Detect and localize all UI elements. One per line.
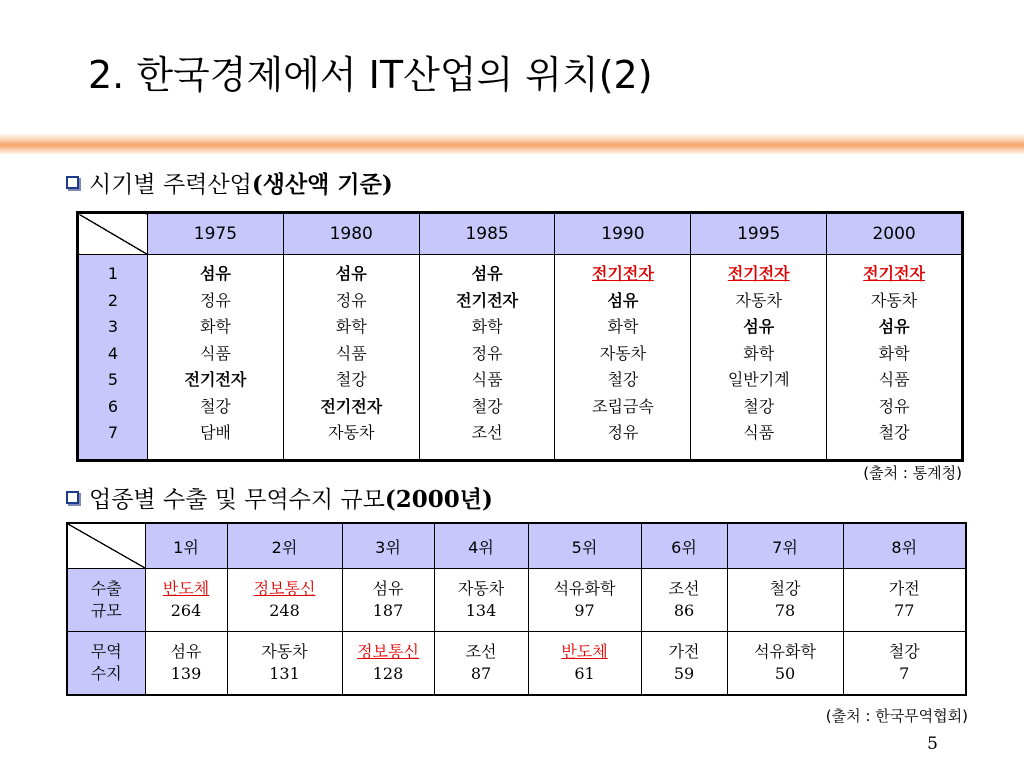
- industry-name: 조선: [471, 423, 503, 442]
- main-industries-table: [76, 211, 964, 462]
- industry-name: 화학: [471, 317, 503, 336]
- industry-name: 자동차: [457, 579, 505, 598]
- industry-name: 담배: [199, 423, 231, 442]
- industry-name: 자동차: [261, 642, 308, 661]
- industry-name: 자동차: [735, 290, 782, 310]
- rank-header-cell: 4위: [434, 523, 528, 569]
- industry-name: 섬유: [170, 642, 202, 661]
- industry-name: 철강: [769, 579, 801, 598]
- amount-value: 59: [673, 664, 695, 683]
- year-header-cell: 2000: [827, 213, 963, 255]
- industry-name: 정유: [199, 290, 231, 310]
- industry-column-1985: [419, 255, 555, 461]
- industry-name: 전기전자: [456, 290, 518, 310]
- trade-cell: [434, 632, 528, 696]
- industry-name: 화학: [199, 317, 231, 336]
- year-header-row: [78, 213, 963, 255]
- industry-name: 반도체: [162, 579, 210, 598]
- rank-header-cell: 3위: [342, 523, 434, 569]
- rank-header-cell: 5위: [528, 523, 641, 569]
- export-cell: [641, 569, 727, 632]
- industry-name: 화학: [878, 343, 910, 363]
- industry-name: 화학: [335, 317, 367, 336]
- rank-header-cell: 2위: [227, 523, 342, 569]
- export-cell: [342, 569, 434, 632]
- trade-cell: [145, 632, 227, 696]
- rank-header-row: [67, 523, 966, 569]
- export-cell: [727, 569, 843, 632]
- industry-column-1990: [555, 255, 691, 461]
- industry-name: 조립금속: [591, 396, 654, 416]
- export-cell: [227, 569, 342, 632]
- industry-column-1995: [691, 255, 827, 461]
- section2-heading: [66, 481, 493, 514]
- rank-number: 5: [107, 370, 119, 389]
- export-scale-row: [67, 569, 966, 632]
- ranking-row: [78, 255, 963, 461]
- amount-value: 131: [269, 664, 300, 683]
- page-number: 5: [927, 734, 938, 754]
- amount-value: 78: [774, 601, 796, 620]
- industry-name: 철강: [878, 423, 910, 442]
- industry-name: 식품: [878, 370, 910, 389]
- trade-cell: [843, 632, 966, 696]
- industry-name: 식품: [335, 343, 367, 363]
- source-note-1: (출처 : 통계청): [863, 464, 962, 482]
- trade-cell: [727, 632, 843, 696]
- section1-heading: [66, 166, 393, 199]
- trade-row-label: [67, 632, 145, 696]
- rank-number: 7: [107, 423, 119, 442]
- year-header-cell: 1975: [148, 213, 284, 255]
- section1-heading-paren: (생산액 기준): [251, 171, 393, 198]
- industry-name: 조선: [465, 642, 497, 661]
- trade-cell: [227, 632, 342, 696]
- rank-number: 1: [107, 264, 119, 283]
- rank-number: 4: [107, 343, 119, 363]
- export-trade-table: [66, 522, 967, 696]
- industry-name: 철강: [888, 642, 920, 661]
- rank-column: [78, 255, 148, 461]
- rank-number: 6: [107, 396, 119, 416]
- rank-header-cell: 1위: [145, 523, 227, 569]
- amount-value: 134: [465, 601, 497, 620]
- amount-value: 248: [269, 601, 300, 620]
- table-corner-cell: [67, 523, 145, 569]
- square-bullet-icon: [66, 491, 79, 504]
- trade-cell: [528, 632, 641, 696]
- export-row-label: [67, 569, 145, 632]
- table-corner-cell: [78, 213, 148, 255]
- industry-name: 정유: [335, 290, 367, 310]
- industry-name: 가전: [888, 579, 920, 598]
- rank-number: 2: [107, 290, 119, 310]
- industry-name: 전기전자: [320, 396, 383, 416]
- industry-column-1980: [283, 255, 419, 461]
- industry-name: 석유화학: [754, 642, 816, 661]
- industry-name: 화학: [607, 317, 639, 336]
- industry-name: 정유: [471, 343, 503, 363]
- year-header-cell: 1990: [555, 213, 691, 255]
- export-cell: [145, 569, 227, 632]
- industry-name: 일반기계: [727, 370, 790, 389]
- industry-name: 가전: [668, 642, 700, 661]
- export-cell: [843, 569, 966, 632]
- trade-cell: [342, 632, 434, 696]
- industry-name: 전기전자: [727, 264, 790, 283]
- industry-column-2000: [827, 255, 963, 461]
- rank-number: 3: [107, 317, 119, 336]
- title-divider: [0, 133, 1024, 155]
- square-bullet-icon: [66, 176, 79, 189]
- section2-heading-text: 업종별 수출 및 무역수지 규모: [89, 487, 385, 513]
- year-header-cell: 1985: [419, 213, 555, 255]
- industry-name: 식품: [471, 370, 503, 389]
- section1-heading-text: 시기별 주력산업: [89, 172, 252, 198]
- industry-name: 정유: [878, 396, 910, 416]
- amount-value: 264: [170, 601, 202, 620]
- section2-heading-paren: (2000년): [384, 486, 493, 513]
- export-cell: [434, 569, 528, 632]
- amount-value: 7: [899, 664, 910, 683]
- trade-balance-row: [67, 632, 966, 696]
- industry-name: 자동차: [870, 290, 918, 310]
- amount-value: 86: [673, 601, 695, 620]
- industry-name: 철강: [743, 396, 775, 416]
- industry-name: 화학: [743, 343, 775, 363]
- amount-value: 77: [894, 601, 915, 620]
- industry-name: 자동차: [599, 343, 647, 363]
- year-header-cell: 1980: [283, 213, 419, 255]
- industry-name: 석유화학: [553, 579, 616, 598]
- source-note-2: (출처 : 한국무역협회): [825, 707, 968, 725]
- industry-name: 섬유: [471, 264, 503, 283]
- amount-value: 97: [574, 601, 595, 620]
- industry-name: 철강: [471, 396, 503, 416]
- industry-name: 섬유: [878, 317, 910, 336]
- amount-value: 187: [372, 601, 404, 620]
- industry-column-1975: [148, 255, 284, 461]
- industry-name: 조선: [668, 579, 700, 598]
- industry-name: 섬유: [199, 264, 231, 283]
- rank-header-cell: 8위: [843, 523, 966, 569]
- industry-name: 정보통신: [253, 579, 316, 598]
- industry-name: 전기전자: [184, 370, 247, 389]
- industry-name: 식품: [743, 423, 775, 442]
- rank-header-cell: 6위: [641, 523, 727, 569]
- amount-value: 61: [574, 664, 595, 683]
- amount-value: 87: [470, 664, 492, 683]
- amount-value: 50: [774, 664, 796, 683]
- amount-value: 139: [170, 664, 202, 683]
- industry-name: 정보통신: [357, 642, 419, 661]
- export-cell: [528, 569, 641, 632]
- industry-name: 자동차: [328, 423, 375, 442]
- industry-name: 섬유: [607, 290, 639, 310]
- rank-header-cell: 7위: [727, 523, 843, 569]
- row-label-line: 수지: [90, 664, 122, 683]
- industry-name: 전기전자: [591, 264, 654, 283]
- industry-name: 철강: [199, 396, 231, 416]
- row-label-line: 무역: [90, 642, 122, 661]
- amount-value: 128: [372, 664, 404, 683]
- slide-title: 2. 한국경제에서 IT산업의 위치(2): [88, 53, 653, 97]
- year-header-cell: 1995: [691, 213, 827, 255]
- industry-name: 철강: [607, 370, 639, 389]
- industry-name: 철강: [335, 370, 367, 389]
- row-label-line: 수출: [90, 579, 122, 598]
- row-label-line: 규모: [90, 601, 122, 620]
- industry-name: 섬유: [372, 579, 404, 598]
- trade-cell: [641, 632, 727, 696]
- industry-name: 반도체: [561, 642, 608, 661]
- industry-name: 식품: [199, 343, 231, 363]
- industry-name: 전기전자: [863, 264, 925, 283]
- industry-name: 정유: [607, 423, 639, 442]
- industry-name: 섬유: [743, 317, 775, 336]
- industry-name: 섬유: [335, 264, 367, 283]
